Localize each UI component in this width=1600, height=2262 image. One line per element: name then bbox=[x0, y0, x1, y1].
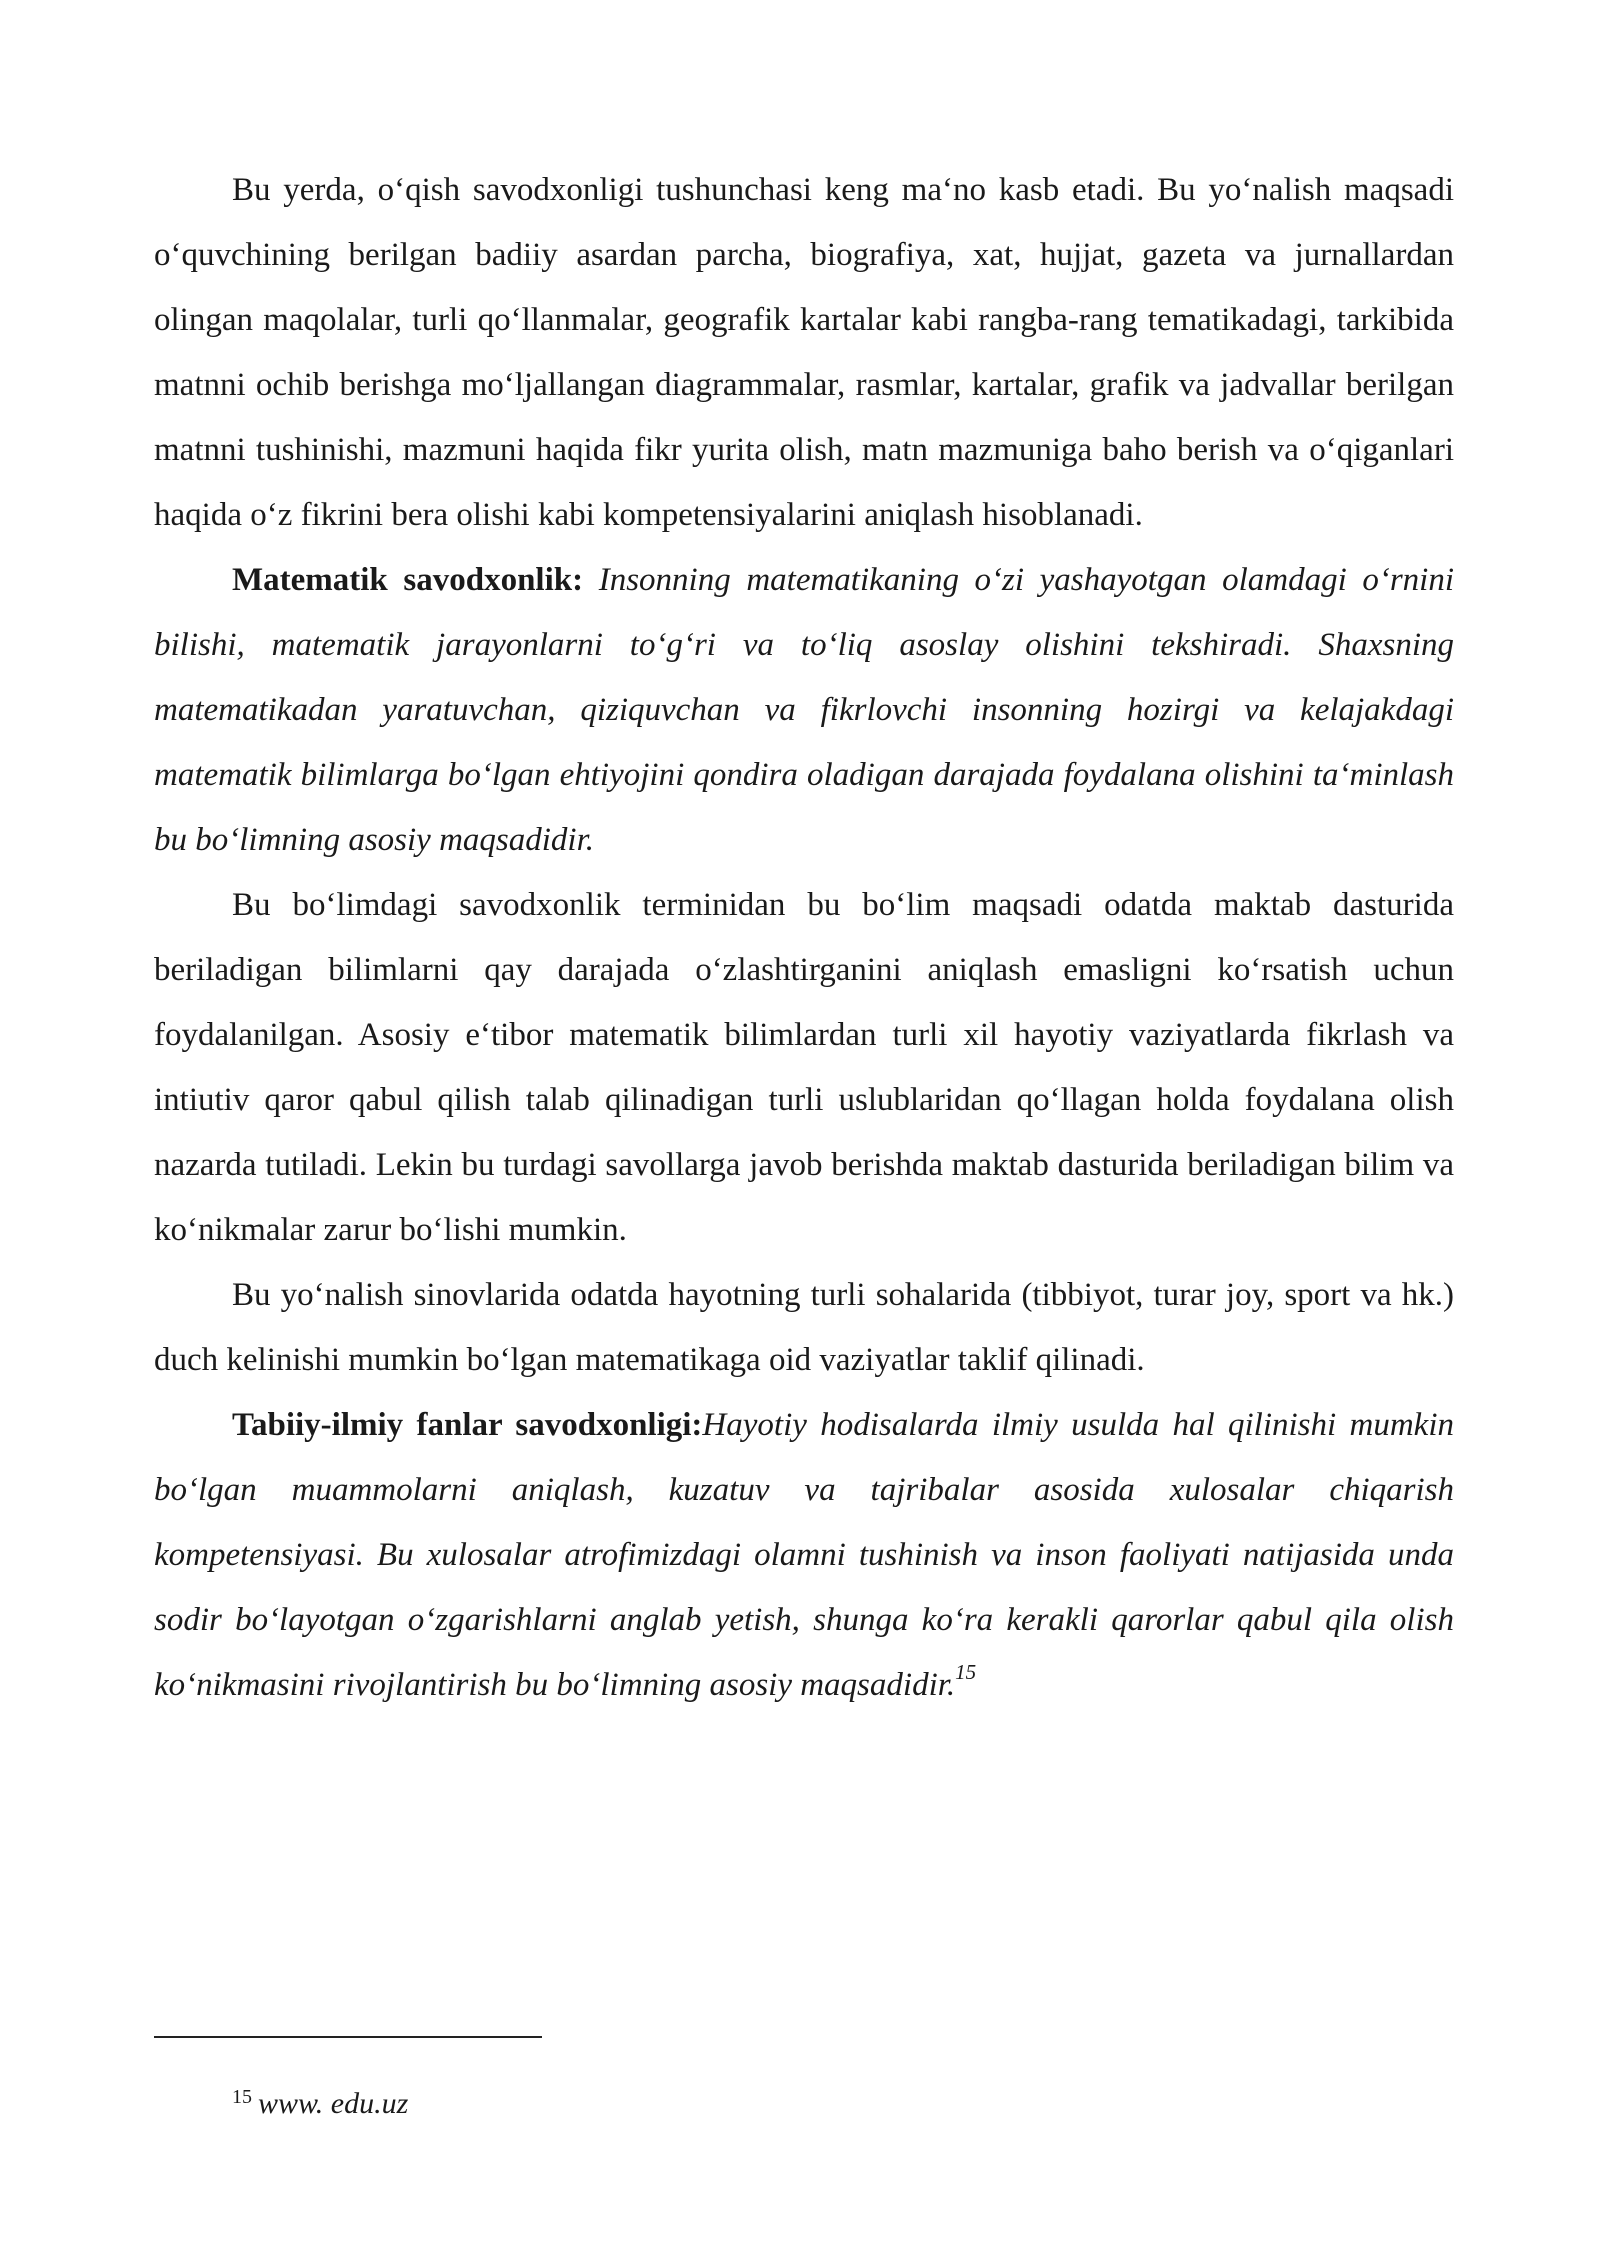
paragraph-math-tests: Bu yo‘nalish sinovlarida odatda hayotning turli sohalarida (tibbiyot, turar joy, sport va hk.) duch kelinishi mumkin bo‘lgan matematikaga oid vaziyatlar taklif qilinadi. bbox=[154, 1277, 1454, 1378]
paragraph-math-section-purpose: Bu bo‘limdagi savodxonlik terminidan bu bo‘lim maqsadi odatda maktab dasturida beriladigan bilimlarni qay darajada o‘zlashtirganini aniqlash emasligni ko‘rsatish uchun foydalanilgan. Asosiy e‘tibor matematik bilimlardan turli xil hayotiy vaziyatlarda fikrlash va intiutiv qaror qabul qilish talab qilinadigan turli uslublaridan qo‘llagan holda foydalana olish nazarda tutiladi. Lekin bu turdagi savollarga javob berishda maktab dasturida beriladigan bilim va ko‘nikmalar zarur bo‘lishi mumkin. bbox=[154, 887, 1454, 1248]
footnote bbox=[232, 2086, 408, 2121]
footnote-reference[interactable]: 15 bbox=[955, 1660, 977, 1684]
paragraph-math-literacy bbox=[154, 548, 1454, 873]
body-text bbox=[154, 158, 1454, 1718]
science-literacy-heading: Tabiiy-ilmiy fanlar savodxonligi: bbox=[232, 1407, 703, 1443]
math-literacy-heading: Matematik savodxonlik: bbox=[232, 562, 584, 598]
footnote-text: www. edu.uz bbox=[258, 2087, 409, 2120]
math-literacy-definition: Insonning matematikaning o‘zi yashayotgan olamdagi o‘rnini bilishi, matematik jarayonlarni to‘g‘ri va to‘liq asoslay olishini tekshiradi. Shaxsning matematikadan yaratuvchan, qiziquvchan va fikrlovchi insonning hozirgi va kelajakdagi matematik bilimlarga bo‘lgan ehtiyojini qondira oladigan darajada foydalana olishini ta‘minlash bu bo‘limning asosiy maqsadidir. bbox=[154, 562, 1455, 858]
footnote-number: 15 bbox=[232, 2086, 252, 2108]
science-literacy-definition: Hayotiy hodisalarda ilmiy usulda hal qilinishi mumkin bo‘lgan muammolarni aniqlash, kuzatuv va tajribalar asosida xulosalar chiqarish kompetensiyasi. Bu xulosalar atrofimizdagi olamni tushinish va inson faoliyati natijasida unda sodir bo‘layotgan o‘zgarishlarni anglab yetish, shunga ko‘ra kerakli qarorlar qabul qila olish ko‘nikmasini rivojlantirish bu bo‘limning asosiy maqsadidir. bbox=[154, 1407, 1454, 1703]
paragraph-science-literacy bbox=[154, 1393, 1454, 1718]
footnote-separator bbox=[154, 2036, 542, 2038]
paragraph-reading-literacy: Bu yerda, o‘qish savodxonligi tushunchasi keng ma‘no kasb etadi. Bu yo‘nalish maqsadi o‘quvchining berilgan badiiy asardan parcha, biografiya, xat, hujjat, gazeta va jurnallardan olingan maqolalar, turli qo‘llanmalar, geografik kartalar kabi rangba-rang tematikadagi, tarkibida matnni ochib berishga mo‘ljallangan diagrammalar, rasmlar, kartalar, grafik va jadvallar berilgan matnni tushinishi, mazmuni haqida fikr yurita olish, matn mazmuniga baho berish va o‘qiganlari haqida o‘z fikrini bera olishi kabi kompetensiyalarini aniqlash hisoblanadi. bbox=[154, 172, 1454, 533]
